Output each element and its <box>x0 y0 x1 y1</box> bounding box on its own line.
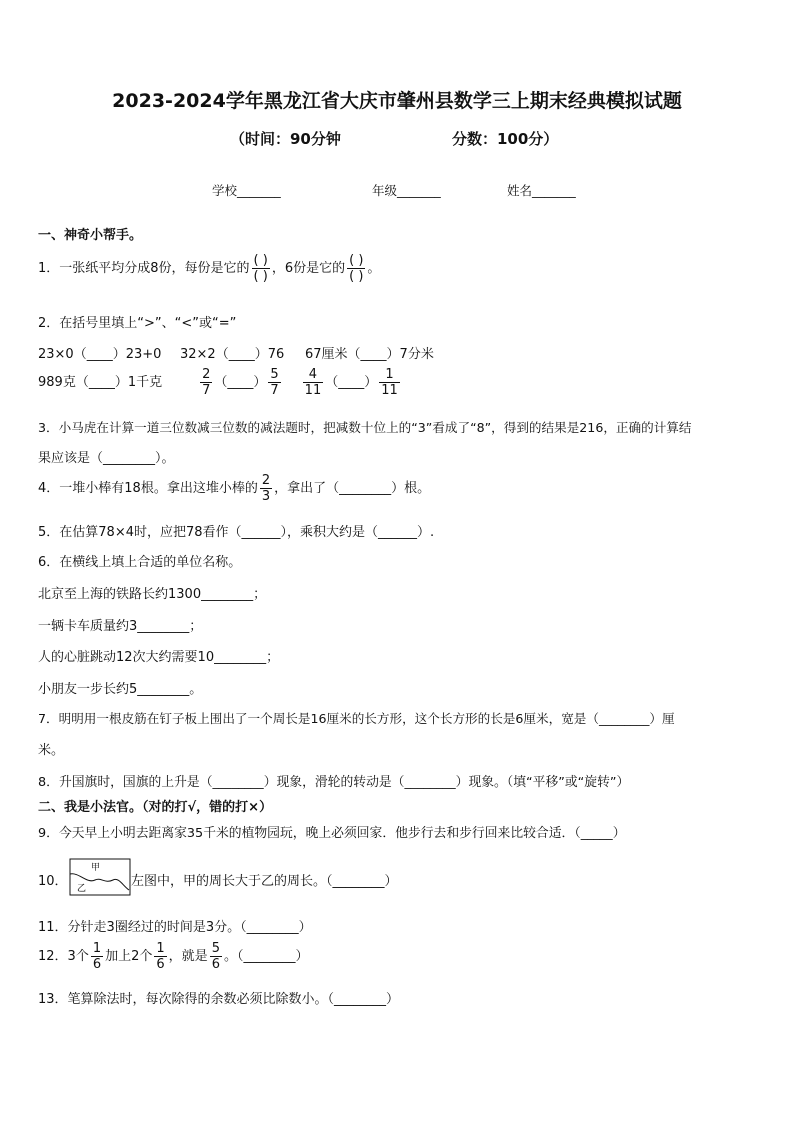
q6-item-2: 一辆卡车质量约3________； <box>38 619 203 634</box>
label-yi: 乙 <box>77 884 87 894</box>
question-1: 1．一张纸平均分成8份，每份是它的 $\frac{( )}{( )}$ ，6份是它的 $\frac{( )}{( )}$ 。 <box>38 253 381 284</box>
fraction: $\frac{2}{3}$ <box>261 473 271 504</box>
fraction: $\frac{( )}{( )}$ <box>349 253 364 284</box>
page-title: 2023-2024学年黑龙江省大庆市肇州县数学三上期末经典模拟试题 <box>112 90 682 112</box>
exam-time: （时间：90分钟 <box>230 130 341 148</box>
q6-item-1: 北京至上海的铁路长约1300________； <box>38 587 267 602</box>
label-jia: 甲 <box>91 863 101 873</box>
question-9: 9．今天早上小明去距离家35千米的植物园玩，晚上必须回家．他步行去和步行回来比较合适．（_____） <box>38 826 626 841</box>
q6-item-3: 人的心脏跳动12次大约需要10________； <box>38 650 280 665</box>
question-8: 8．升国旗时，国旗的上升是（________）现象，滑轮的转动是（________）现象。（填“平移”或“旋转”） <box>38 775 630 790</box>
question-3-line-1: 3．小马虎在计算一道三位数减三位数的减法题时，把减数十位上的“3”看成了“8”，得到的结果是216，正确的计算结 <box>38 420 692 435</box>
fraction: $\frac{( )}{( )}$ <box>253 253 268 284</box>
grade-field[interactable]: 年级_______ <box>372 183 441 198</box>
fraction: $\frac{5}{6}$ <box>211 941 220 972</box>
q2-item-1: 23×0（____）23+0 <box>38 347 162 362</box>
fraction: $\frac{1}{6}$ <box>92 941 102 972</box>
question-7-line-1: 7．明明用一根皮筋在钉子板上围出了一个周长是16厘米的长方形，这个长方形的长是6厘米，宽是（________）厘 <box>38 711 675 726</box>
q2-row-2: 989克（____）1千克 $\frac{2}{7}$ （____） $\frac{5}{7}$ $\frac{4}{11}$ （____） $\frac{1}{11}$ <box>38 367 398 398</box>
fraction: $\frac{4}{11}$ <box>304 367 322 398</box>
q2-item-2: 32×2（____）76 <box>180 347 285 362</box>
perimeter-figure <box>69 858 131 896</box>
question-10-number: 10． <box>38 874 68 889</box>
question-13: 13．笔算除法时，每次除得的余数必须比除数小。（________） <box>38 992 400 1007</box>
question-3-line-2: 果应该是（________）。 <box>38 451 175 466</box>
question-6: 6．在横线上填上合适的单位名称。 <box>38 555 242 570</box>
name-field[interactable]: 姓名_______ <box>507 183 576 198</box>
fraction: $\frac{1}{11}$ <box>381 367 398 398</box>
section-2-heading: 二、我是小法官。（对的打√，错的打×） <box>38 800 273 815</box>
question-2: 2．在括号里填上“>”、“<”或“=” <box>38 316 237 331</box>
exam-score: 分数：100分） <box>452 130 559 148</box>
fraction: $\frac{2}{7}$ <box>202 367 211 398</box>
q6-item-4: 小朋友一步长约5________。 <box>38 682 203 697</box>
fraction: $\frac{5}{7}$ <box>270 367 279 398</box>
q2-item-3: 67厘米（____）7分米 <box>305 347 434 362</box>
question-7-line-2: 米。 <box>38 743 65 758</box>
school-field[interactable]: 学校_______ <box>212 183 281 198</box>
question-5: 5．在估算78×4时，应把78看作（______），乘积大约是（______）. <box>38 525 435 540</box>
section-1-heading: 一、神奇小帮手。 <box>38 228 143 243</box>
question-10-text: 左图中，甲的周长大于乙的周长。（________） <box>131 874 398 889</box>
question-11: 11．分针走3圈经过的时间是3分。（________） <box>38 920 312 935</box>
question-12: 12．3个 $\frac{1}{6}$ 加上2个 $\frac{1}{6}$ ，就是 $\frac{5}{6}$ 。（________） <box>38 941 309 972</box>
fraction: $\frac{1}{6}$ <box>156 941 165 972</box>
question-4: 4．一堆小棒有18根。拿出这堆小棒的 $\frac{2}{3}$ ，拿出了（________）根。 <box>38 473 431 504</box>
